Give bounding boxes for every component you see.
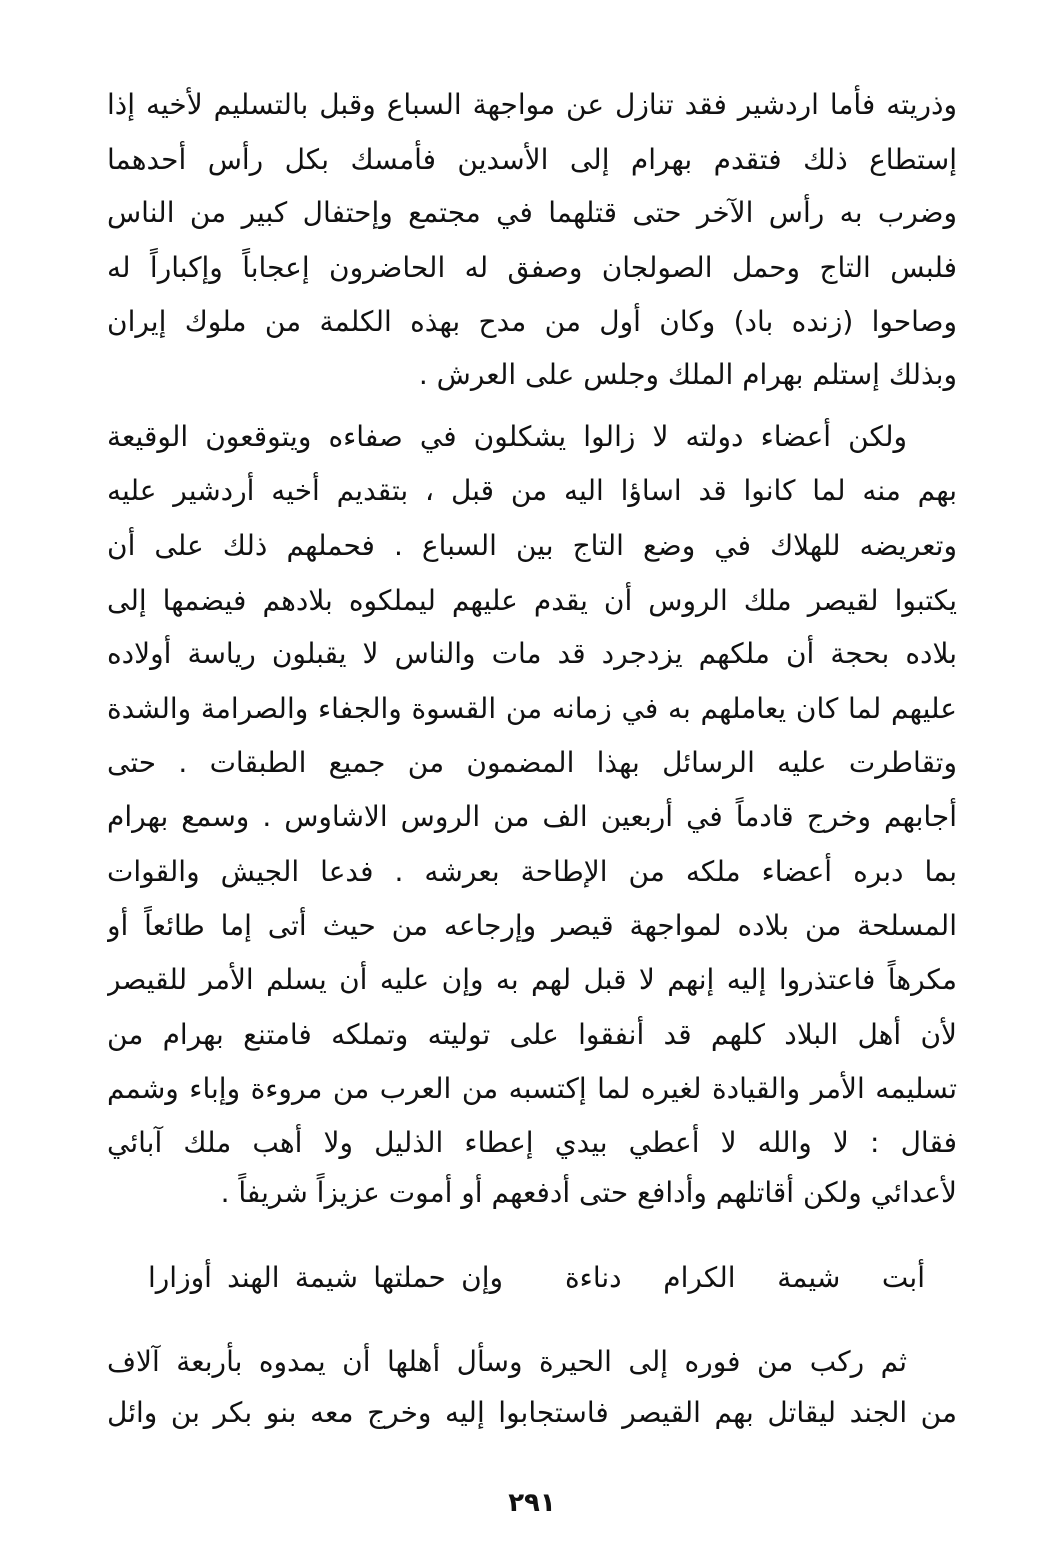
text-line: فقال : لا والله لا أعطي بيدي إعطاء الذليل ولا أهب ملك آبائي bbox=[107, 1126, 957, 1159]
text-line: بهم منه لما كانوا قد اساؤا اليه من قبل ، بتقديم أخيه أردشير عليه bbox=[107, 474, 957, 507]
text-line: وصاحوا (زنده باد) وكان أول من مدح بهذه الكلمة من ملوك إيران bbox=[107, 305, 957, 338]
text-line: وضرب به رأس الآخر حتى قتلهما في مجتمع وإحتفال كبير من الناس bbox=[107, 196, 957, 229]
paragraph-last-line: لأعدائي ولكن أقاتلهم وأدافع حتى أدفعهم أو أموت عزيزاً شريفاً . bbox=[220, 1176, 957, 1209]
text-line: بما دبره أعضاء ملكه من الإطاحة بعرشه . فدعا الجيش والقوات bbox=[107, 855, 957, 888]
text-line: يكتبوا لقيصر ملك الروس أن يقدم عليهم ليملكوه بلادهم فيضمها إلى bbox=[107, 584, 957, 617]
text-line: وتعريضه للهلاك في وضع التاج بين السباع . فحملهم ذلك على أن bbox=[107, 529, 957, 562]
poem-verse bbox=[140, 1251, 925, 1305]
text-line: تسليمه الأمر والقيادة لغيره لما إكتسبه من العرب من مروءة وإباء وشمم bbox=[107, 1072, 957, 1105]
paragraph-last-line: وبذلك إستلم بهرام الملك وجلس على العرش . bbox=[418, 358, 957, 391]
text-line: وتقاطرت عليه الرسائل بهذا المضمون من جميع الطبقات . حتى bbox=[107, 746, 957, 779]
text-line: أجابهم وخرج قادماً في أربعين الف من الروس الاشاوس . وسمع بهرام bbox=[107, 800, 957, 833]
paragraph-first-line: ولكن أعضاء دولته لا زالوا يشكلون في صفاءه ويتوقعون الوقيعة bbox=[107, 420, 907, 453]
text-line: لأن أهل البلاد كلهم قد أنفقوا على توليته وتملكه فامتنع بهرام من bbox=[107, 1018, 957, 1051]
page-number: ٢٩١ bbox=[508, 1488, 556, 1518]
poem-first-hemistich: أبت شيمة الكرام دناءة bbox=[565, 1261, 925, 1294]
text-line: عليهم لما كان يعاملهم به في زمانه من القسوة والجفاء والصرامة والشدة bbox=[107, 692, 957, 725]
text-line: المسلحة من بلاده لمواجهة قيصر وإرجاعه من حيث أتى إما طائعاً أو bbox=[107, 909, 957, 942]
text-line: فلبس التاج وحمل الصولجان وصفق له الحاضرون إعجاباً وإكباراً له bbox=[107, 251, 957, 284]
text-line: وذريته فأما اردشير فقد تنازل عن مواجهة السباع وقبل بالتسليم لأخيه إذا bbox=[107, 88, 957, 121]
text-line: إستطاع ذلك فتقدم بهرام إلى الأسدين فأمسك بكل رأس أحدهما bbox=[107, 143, 957, 176]
text-line: مكرهاً فاعتذروا إليه إنهم لا قبل لهم به وإن عليه أن يسلم الأمر للقيصر bbox=[107, 963, 957, 996]
text-line: من الجند ليقاتل بهم القيصر فاستجابوا إليه وخرج معه بنو بكر بن وائل bbox=[107, 1396, 957, 1429]
text-line: بلاده بحجة أن ملكهم يزدجرد قد مات والناس لا يقبلون رياسة أولاده bbox=[107, 637, 957, 670]
paragraph-first-line: ثم ركب من فوره إلى الحيرة وسأل أهلها أن يمدوه بأربعة آلاف bbox=[107, 1345, 907, 1378]
poem-second-hemistich: وإن حملتها شيمة الهند أوزارا bbox=[148, 1261, 503, 1294]
